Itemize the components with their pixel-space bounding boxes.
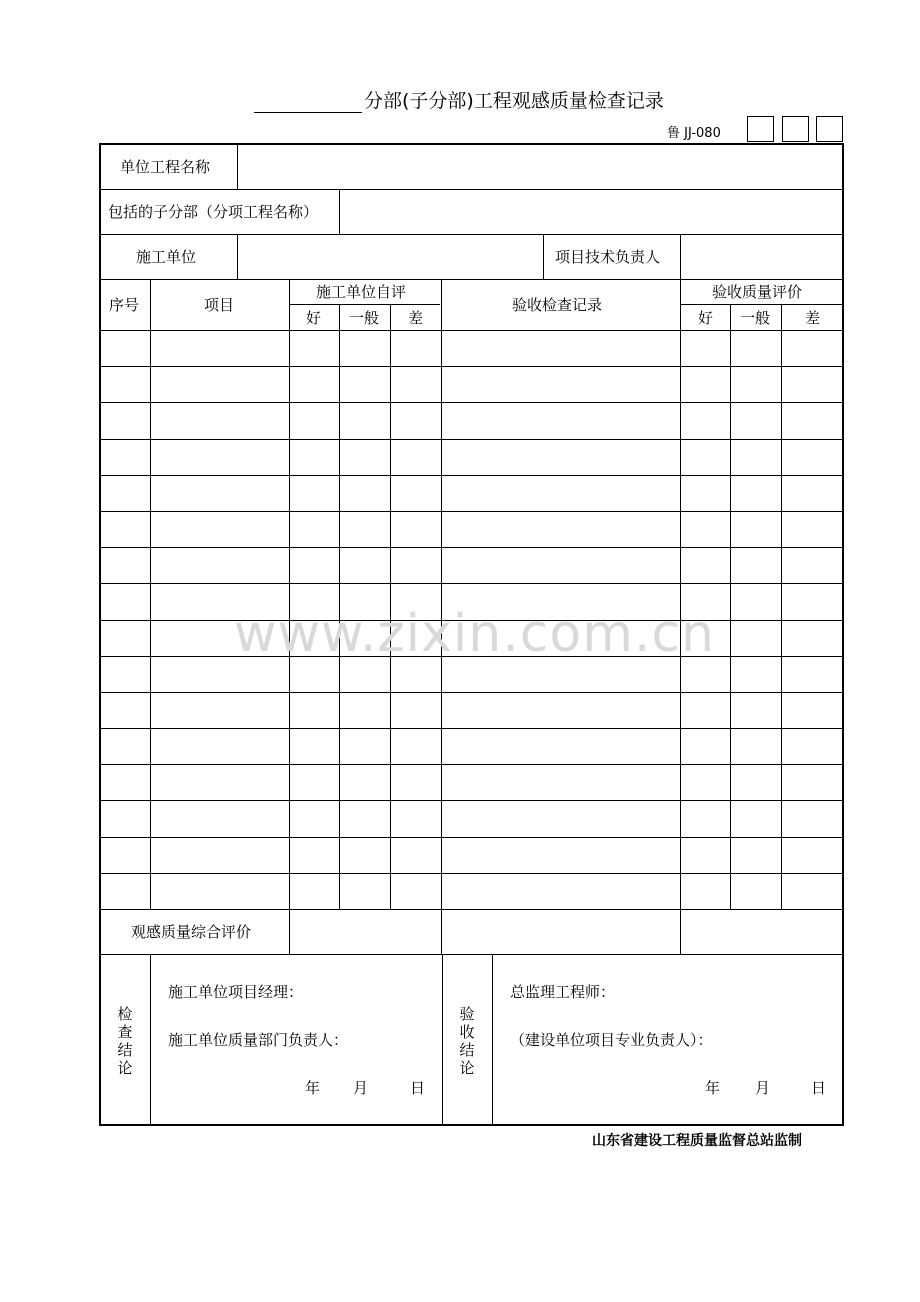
cell-self-general[interactable]	[341, 476, 389, 510]
cell-self-general[interactable]	[341, 729, 389, 763]
cell-accept-general[interactable]	[732, 838, 780, 872]
cell-item[interactable]	[152, 838, 288, 872]
cell-self-general[interactable]	[341, 801, 389, 835]
cell-accept-poor[interactable]	[783, 801, 842, 835]
cell-seq[interactable]	[101, 440, 149, 474]
cell-accept-general[interactable]	[732, 765, 780, 799]
cell-accept-good[interactable]	[682, 801, 729, 835]
cell-record[interactable]	[443, 801, 679, 835]
cell-accept-general[interactable]	[732, 657, 780, 691]
cell-item[interactable]	[152, 765, 288, 799]
overall-eval-accept-field[interactable]	[682, 910, 842, 953]
cell-accept-poor[interactable]	[783, 874, 842, 908]
cell-accept-good[interactable]	[682, 476, 729, 510]
divider	[680, 234, 681, 279]
cell-item[interactable]	[152, 440, 288, 474]
unit-project-name-label: 单位工程名称	[120, 158, 211, 176]
cell-accept-poor[interactable]	[783, 838, 842, 872]
cell-seq[interactable]	[101, 548, 149, 582]
col-self-general: 一般	[349, 309, 380, 327]
cell-record[interactable]	[443, 693, 679, 727]
cell-seq[interactable]	[101, 838, 149, 872]
construction-unit-field[interactable]	[239, 235, 542, 278]
cell-accept-good[interactable]	[682, 548, 729, 582]
title-text: 分部(子分部)工程观感质量检查记录	[364, 90, 664, 112]
cell-item[interactable]	[152, 693, 288, 727]
cell-self-general[interactable]	[341, 765, 389, 799]
cell-accept-general[interactable]	[732, 512, 780, 546]
cell-seq[interactable]	[101, 729, 149, 763]
overall-eval-record-field[interactable]	[443, 910, 679, 953]
cell-self-poor[interactable]	[392, 440, 440, 474]
accept-day: 日	[811, 1079, 827, 1097]
cell-accept-general[interactable]	[732, 874, 780, 908]
qa-lead-label: 施工单位质量部门负责人：	[168, 1031, 349, 1049]
cell-seq[interactable]	[101, 621, 149, 655]
col-acceptance-header: 验收质量评价	[712, 283, 803, 301]
cell-accept-poor[interactable]	[783, 765, 842, 799]
watermark: www.zixin.com.cn	[234, 604, 715, 664]
form-code: 鲁 JJ-080	[667, 126, 721, 141]
divider	[492, 954, 493, 1124]
cell-accept-poor[interactable]	[783, 367, 842, 401]
divider	[543, 234, 544, 279]
divider	[339, 189, 340, 234]
divider	[150, 954, 151, 1124]
cell-self-poor[interactable]	[392, 838, 440, 872]
cell-accept-good[interactable]	[682, 440, 729, 474]
cell-self-general[interactable]	[341, 440, 389, 474]
divider	[289, 304, 440, 305]
cell-self-poor[interactable]	[392, 801, 440, 835]
cell-self-poor[interactable]	[392, 548, 440, 582]
divider	[100, 954, 843, 955]
cell-accept-good[interactable]	[682, 331, 729, 365]
cell-self-good[interactable]	[291, 367, 338, 401]
cell-accept-good[interactable]	[682, 874, 729, 908]
cell-accept-general[interactable]	[732, 367, 780, 401]
cell-accept-poor[interactable]	[783, 584, 842, 618]
col-self-poor: 差	[408, 309, 424, 327]
check-day: 日	[410, 1079, 426, 1097]
cell-accept-general[interactable]	[732, 729, 780, 763]
code-box-1[interactable]	[747, 116, 774, 142]
cell-accept-general[interactable]	[732, 621, 780, 655]
divider	[680, 304, 843, 305]
tech-lead-label: 项目技术负责人	[555, 248, 661, 266]
cell-seq[interactable]	[101, 765, 149, 799]
cell-item[interactable]	[152, 729, 288, 763]
cell-record[interactable]	[443, 548, 679, 582]
cell-self-good[interactable]	[291, 765, 338, 799]
cell-self-good[interactable]	[291, 801, 338, 835]
cell-self-poor[interactable]	[392, 403, 440, 437]
cell-accept-general[interactable]	[732, 331, 780, 365]
cell-accept-general[interactable]	[732, 476, 780, 510]
cell-accept-poor[interactable]	[783, 403, 842, 437]
cell-seq[interactable]	[101, 801, 149, 835]
chief-supervisor-label: 总监理工程师：	[510, 983, 616, 1001]
cell-self-general[interactable]	[341, 548, 389, 582]
cell-self-good[interactable]	[291, 331, 338, 365]
cell-seq[interactable]	[101, 584, 149, 618]
cell-self-good[interactable]	[291, 512, 338, 546]
cell-accept-general[interactable]	[732, 440, 780, 474]
cell-self-good[interactable]	[291, 440, 338, 474]
tech-lead-field[interactable]	[682, 235, 842, 278]
col-accept-good: 好	[698, 309, 714, 327]
col-seq-header: 序号	[109, 296, 140, 314]
cell-accept-good[interactable]	[682, 512, 729, 546]
unit-project-name-field[interactable]	[239, 145, 842, 188]
cell-accept-poor[interactable]	[783, 512, 842, 546]
cell-accept-good[interactable]	[682, 765, 729, 799]
cell-self-poor[interactable]	[392, 729, 440, 763]
cell-self-good[interactable]	[291, 548, 338, 582]
cell-self-good[interactable]	[291, 693, 338, 727]
cell-item[interactable]	[152, 548, 288, 582]
cell-record[interactable]	[443, 367, 679, 401]
cell-seq[interactable]	[101, 476, 149, 510]
cell-accept-general[interactable]	[732, 403, 780, 437]
cell-accept-good[interactable]	[682, 403, 729, 437]
code-box-3[interactable]	[816, 116, 843, 142]
col-self-good: 好	[306, 309, 322, 327]
cell-accept-general[interactable]	[732, 693, 780, 727]
cell-accept-poor[interactable]	[783, 476, 842, 510]
accept-year: 年	[705, 1079, 721, 1097]
cell-seq[interactable]	[101, 693, 149, 727]
cell-accept-poor[interactable]	[783, 693, 842, 727]
divider	[442, 954, 443, 1124]
check-year: 年	[305, 1079, 321, 1097]
code-box-2[interactable]	[782, 116, 809, 142]
construction-unit-label: 施工单位	[136, 248, 197, 266]
cell-self-poor[interactable]	[392, 367, 440, 401]
cell-accept-poor[interactable]	[783, 548, 842, 582]
cell-self-poor[interactable]	[392, 476, 440, 510]
cell-accept-poor[interactable]	[783, 729, 842, 763]
owner-lead-label: （建设单位项目专业负责人）：	[510, 1031, 713, 1049]
cell-self-good[interactable]	[291, 476, 338, 510]
cell-record[interactable]	[443, 512, 679, 546]
divider	[237, 144, 238, 189]
cell-record[interactable]	[443, 838, 679, 872]
cell-accept-good[interactable]	[682, 729, 729, 763]
check-conclusion-label: 检 查 结 论	[117, 1005, 133, 1077]
cell-record[interactable]	[443, 403, 679, 437]
cell-item[interactable]	[152, 512, 288, 546]
col-inspection-header: 验收检查记录	[512, 296, 603, 314]
cell-self-poor[interactable]	[392, 693, 440, 727]
cell-accept-good[interactable]	[682, 367, 729, 401]
cell-record[interactable]	[443, 331, 679, 365]
cell-item[interactable]	[152, 331, 288, 365]
cell-accept-poor[interactable]	[783, 657, 842, 691]
acceptance-conclusion-label: 验 收 结 论	[459, 1005, 475, 1077]
cell-item[interactable]	[152, 476, 288, 510]
sub-division-field[interactable]	[341, 190, 842, 233]
cell-record[interactable]	[443, 440, 679, 474]
cell-self-general[interactable]	[341, 403, 389, 437]
cell-seq[interactable]	[101, 403, 149, 437]
cell-accept-poor[interactable]	[783, 331, 842, 365]
cell-seq[interactable]	[101, 367, 149, 401]
cell-self-good[interactable]	[291, 874, 338, 908]
cell-record[interactable]	[443, 874, 679, 908]
cell-seq[interactable]	[101, 657, 149, 691]
cell-accept-general[interactable]	[732, 584, 780, 618]
cell-self-good[interactable]	[291, 729, 338, 763]
cell-accept-general[interactable]	[732, 801, 780, 835]
cell-self-poor[interactable]	[392, 512, 440, 546]
page-title	[254, 86, 664, 113]
col-self-eval-header: 施工单位自评	[316, 283, 407, 301]
cell-self-general[interactable]	[341, 367, 389, 401]
cell-accept-poor[interactable]	[783, 440, 842, 474]
cell-accept-poor[interactable]	[783, 621, 842, 655]
col-accept-poor: 差	[805, 309, 821, 327]
col-item-header: 项目	[204, 296, 235, 314]
project-manager-label: 施工单位项目经理：	[168, 983, 304, 1001]
cell-item[interactable]	[152, 874, 288, 908]
cell-seq[interactable]	[101, 512, 149, 546]
cell-accept-good[interactable]	[682, 693, 729, 727]
cell-accept-good[interactable]	[682, 838, 729, 872]
sub-division-label: 包括的子分部（分项工程名称）	[108, 203, 319, 221]
cell-accept-general[interactable]	[732, 548, 780, 582]
cell-self-general[interactable]	[341, 331, 389, 365]
cell-item[interactable]	[152, 403, 288, 437]
cell-record[interactable]	[443, 729, 679, 763]
overall-eval-self-field[interactable]	[291, 910, 440, 953]
cell-self-poor[interactable]	[392, 331, 440, 365]
divider	[100, 279, 843, 280]
accept-month: 月	[755, 1079, 771, 1097]
cell-self-poor[interactable]	[392, 874, 440, 908]
cell-seq[interactable]	[101, 331, 149, 365]
footer-issuer: 山东省建设工程质量监督总站监制	[592, 1133, 802, 1149]
cell-seq[interactable]	[101, 874, 149, 908]
col-accept-general: 一般	[740, 309, 771, 327]
title-blank-line[interactable]	[254, 90, 362, 113]
cell-self-general[interactable]	[341, 874, 389, 908]
cell-self-general[interactable]	[341, 512, 389, 546]
check-month: 月	[353, 1079, 369, 1097]
cell-self-general[interactable]	[341, 693, 389, 727]
cell-item[interactable]	[152, 367, 288, 401]
cell-record[interactable]	[443, 765, 679, 799]
cell-item[interactable]	[152, 801, 288, 835]
divider	[237, 234, 238, 279]
overall-eval-label: 观感质量综合评价	[131, 923, 252, 941]
cell-self-poor[interactable]	[392, 765, 440, 799]
cell-self-good[interactable]	[291, 838, 338, 872]
cell-record[interactable]	[443, 476, 679, 510]
cell-self-general[interactable]	[341, 838, 389, 872]
cell-self-good[interactable]	[291, 403, 338, 437]
